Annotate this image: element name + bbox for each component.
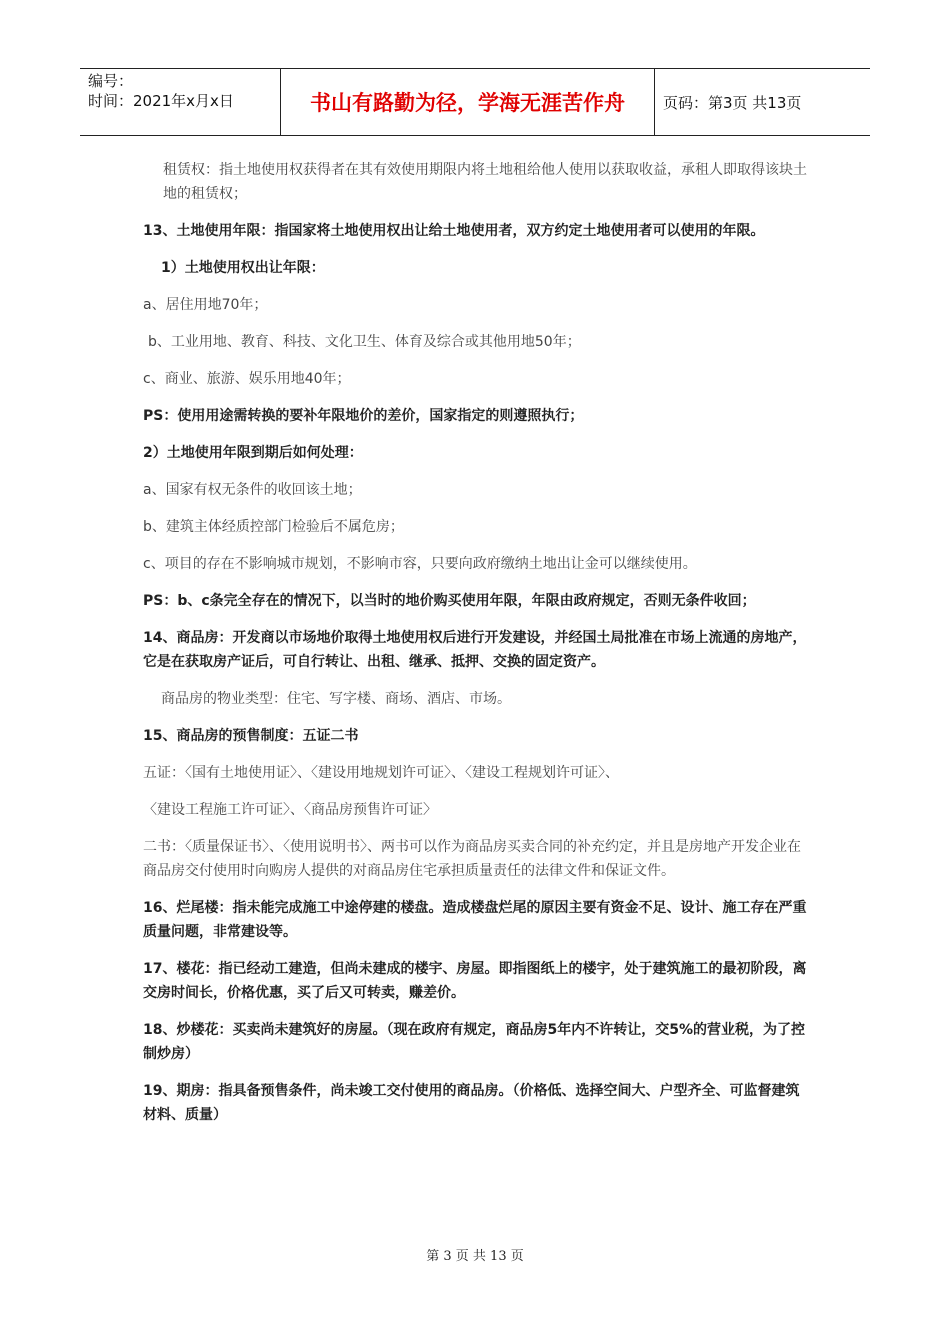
sub-heading: 1）土地使用权出让年限： — [161, 260, 325, 276]
section-heading-17: 17、楼花：指已经动工建造，但尚未建成的楼宇、房屋。即指图纸上的楼宇，处于建筑施工的最初阶段，离交房时间长，价格优惠，买了后又可转卖，赚差价。 — [143, 961, 807, 1001]
list-item: a、国家有权无条件的收回该土地； — [143, 482, 362, 498]
note-ps: PS：使用用途需转换的要补年限地价的差价，国家指定的则遵照执行； — [143, 408, 584, 424]
sub-heading: 2）土地使用年限到期后如何处理： — [143, 445, 363, 461]
list-item: b、建筑主体经质控部门检验后不属危房； — [143, 519, 404, 535]
list-item: c、项目的存在不影响城市规划，不影响市容，只要向政府缴纳土地出让金可以继续使用。 — [143, 556, 697, 572]
section-heading-15: 15、商品房的预售制度：五证二书 — [143, 728, 359, 744]
header-meta — [80, 69, 281, 135]
document-number: 编号： — [88, 72, 134, 90]
document-date: 时间：2021年x月x日 — [88, 92, 234, 110]
section-heading-18: 18、炒楼花：买卖尚未建筑好的房屋。（现在政府有规定，商品房5年内不许转让，交5%的营业税，为了控制炒房） — [143, 1022, 805, 1062]
paragraph: 五证：〈国有土地使用证〉、〈建设用地规划许可证〉、〈建设工程规划许可证〉、 — [143, 765, 619, 781]
section-heading-16: 16、烂尾楼：指未能完成施工中途停建的楼盘。造成楼盘烂尾的原因主要有资金不足、设计、施工存在严重质量问题，非常建设等。 — [143, 900, 807, 940]
document-body — [143, 158, 813, 1140]
section-heading-14: 14、商品房：开发商以市场地价取得土地使用权后进行开发建设，并经国土局批准在市场上流通的房地产，它是在获取房产证后，可自行转让、出租、继承、抵押、交换的固定资产。 — [143, 630, 807, 670]
section-heading-19: 19、期房：指具备预售条件，尚未竣工交付使用的商品房。（价格低、选择空间大、户型齐全、可监督建筑材料、质量） — [143, 1083, 800, 1123]
section-heading-13: 13、土地使用年限：指国家将土地使用权出让给土地使用者，双方约定土地使用者可以使用的年限。 — [143, 223, 765, 239]
list-item: a、居住用地70年； — [143, 297, 268, 313]
paragraph: 〈建设工程施工许可证〉、〈商品房预售许可证〉 — [143, 802, 437, 818]
list-item: c、商业、旅游、娱乐用地40年； — [143, 371, 351, 387]
list-item: b、工业用地、教育、科技、文化卫生、体育及综合或其他用地50年； — [148, 334, 581, 350]
page-footer: 第 3 页 共 13 页 — [426, 1249, 524, 1264]
header-motto: 书山有路勤为径，学海无涯苦作舟 — [281, 69, 655, 135]
paragraph: 商品房的物业类型：住宅、写字楼、商场、酒店、市场。 — [161, 691, 511, 707]
note-ps: PS：b、c条完全存在的情况下，以当时的地价购买使用年限，年限由政府规定，否则无条件收回； — [143, 593, 756, 609]
page-header — [80, 68, 870, 136]
paragraph: 二书：〈质量保证书〉、〈使用说明书〉、两书可以作为商品房买卖合同的补充约定，并且是房地产开发企业在商品房交付使用时向购房人提供的对商品房住宅承担质量责任的法律文件和保证文件。 — [143, 839, 801, 879]
header-page-info: 页码：第3页 共13页 — [663, 93, 802, 112]
paragraph: 租赁权：指土地使用权获得者在其有效使用期限内将土地租给他人使用以获取收益，承租人即取得该块土地的租赁权； — [163, 162, 807, 202]
